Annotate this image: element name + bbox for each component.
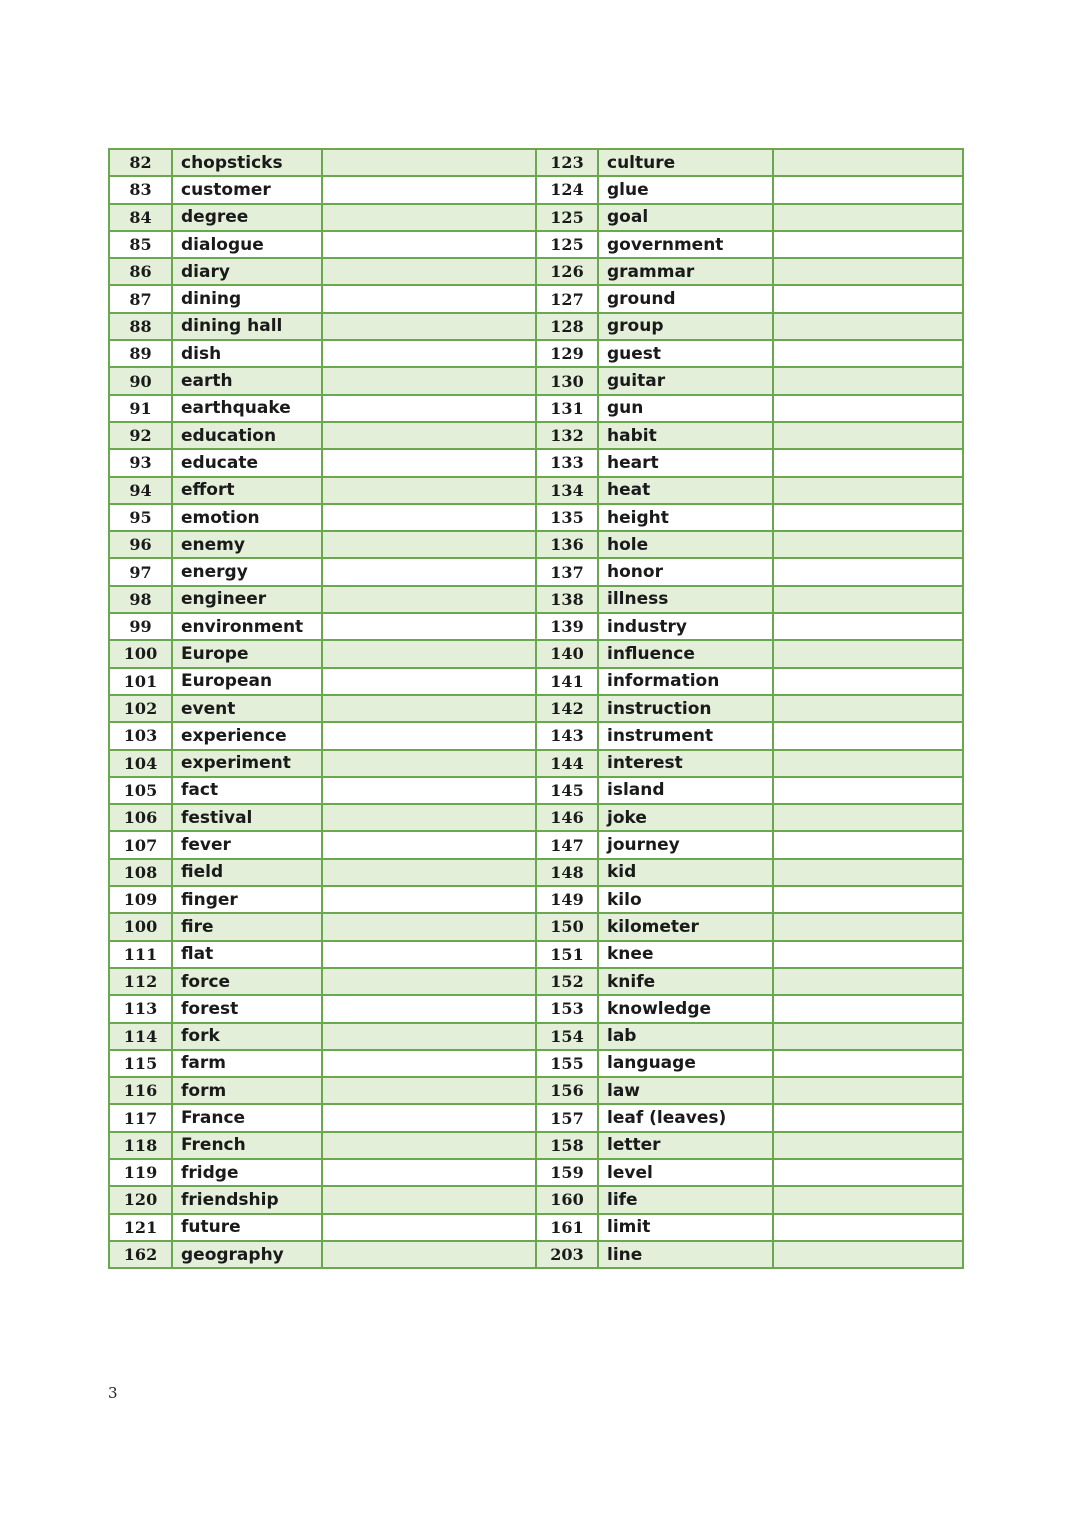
- answer-cell[interactable]: [322, 504, 536, 531]
- entry-number: 100: [109, 640, 172, 667]
- entry-word: glue: [598, 176, 773, 203]
- answer-cell[interactable]: [773, 804, 963, 831]
- entry-number: 159: [536, 1159, 598, 1186]
- entry-number: 132: [536, 422, 598, 449]
- answer-cell[interactable]: [322, 913, 536, 940]
- table-row: [109, 367, 963, 394]
- entry-number: 98: [109, 586, 172, 613]
- entry-word: experiment: [172, 750, 322, 777]
- answer-cell[interactable]: [322, 968, 536, 995]
- answer-cell[interactable]: [773, 1186, 963, 1213]
- table-row: [109, 504, 963, 531]
- entry-word: industry: [598, 613, 773, 640]
- entry-word: dish: [172, 340, 322, 367]
- answer-cell[interactable]: [322, 1214, 536, 1241]
- table-row: [109, 422, 963, 449]
- answer-cell[interactable]: [773, 422, 963, 449]
- entry-word: lab: [598, 1023, 773, 1050]
- table-row: [109, 1159, 963, 1186]
- answer-cell[interactable]: [322, 1104, 536, 1131]
- table-row: [109, 258, 963, 285]
- table-row: [109, 750, 963, 777]
- page-number: 3: [108, 1384, 118, 1402]
- entry-word: fridge: [172, 1159, 322, 1186]
- answer-cell[interactable]: [773, 367, 963, 394]
- entry-number: 92: [109, 422, 172, 449]
- entry-word: limit: [598, 1214, 773, 1241]
- entry-number: 139: [536, 613, 598, 640]
- answer-cell[interactable]: [773, 504, 963, 531]
- table-row: [109, 1104, 963, 1131]
- entry-number: 124: [536, 176, 598, 203]
- table-row: [109, 1241, 963, 1268]
- entry-word: influence: [598, 640, 773, 667]
- entry-word: ground: [598, 285, 773, 312]
- entry-word: line: [598, 1241, 773, 1268]
- entry-number: 82: [109, 149, 172, 176]
- entry-number: 112: [109, 968, 172, 995]
- entry-number: 138: [536, 586, 598, 613]
- entry-number: 111: [109, 941, 172, 968]
- entry-number: 108: [109, 859, 172, 886]
- answer-cell[interactable]: [322, 1050, 536, 1077]
- answer-cell[interactable]: [322, 804, 536, 831]
- entry-number: 137: [536, 558, 598, 585]
- answer-cell[interactable]: [322, 340, 536, 367]
- answer-cell[interactable]: [322, 395, 536, 422]
- entry-word: Europe: [172, 640, 322, 667]
- entry-number: 140: [536, 640, 598, 667]
- entry-number: 157: [536, 1104, 598, 1131]
- entry-word: engineer: [172, 586, 322, 613]
- answer-cell[interactable]: [322, 695, 536, 722]
- answer-cell[interactable]: [773, 886, 963, 913]
- entry-number: 96: [109, 531, 172, 558]
- answer-cell[interactable]: [773, 913, 963, 940]
- table-row: [109, 1214, 963, 1241]
- entry-word: heart: [598, 449, 773, 476]
- answer-cell[interactable]: [322, 886, 536, 913]
- entry-word: degree: [172, 204, 322, 231]
- answer-cell[interactable]: [773, 777, 963, 804]
- entry-number: 135: [536, 504, 598, 531]
- table-row: [109, 1077, 963, 1104]
- entry-word: instrument: [598, 722, 773, 749]
- entry-number: 86: [109, 258, 172, 285]
- entry-word: height: [598, 504, 773, 531]
- answer-cell[interactable]: [773, 340, 963, 367]
- answer-cell[interactable]: [322, 204, 536, 231]
- entry-word: geography: [172, 1241, 322, 1268]
- entry-number: 128: [536, 313, 598, 340]
- answer-cell[interactable]: [773, 531, 963, 558]
- entry-word: energy: [172, 558, 322, 585]
- table-row: [109, 313, 963, 340]
- answer-cell[interactable]: [322, 1023, 536, 1050]
- entry-word: illness: [598, 586, 773, 613]
- entry-number: 144: [536, 750, 598, 777]
- answer-cell[interactable]: [773, 313, 963, 340]
- entry-word: knee: [598, 941, 773, 968]
- entry-number: 118: [109, 1132, 172, 1159]
- answer-cell[interactable]: [322, 722, 536, 749]
- entry-word: fact: [172, 777, 322, 804]
- answer-cell[interactable]: [773, 1214, 963, 1241]
- entry-word: France: [172, 1104, 322, 1131]
- entry-number: 146: [536, 804, 598, 831]
- entry-word: language: [598, 1050, 773, 1077]
- entry-word: habit: [598, 422, 773, 449]
- entry-number: 120: [109, 1186, 172, 1213]
- answer-cell[interactable]: [322, 613, 536, 640]
- table-row: [109, 941, 963, 968]
- entry-word: culture: [598, 149, 773, 176]
- entry-word: field: [172, 859, 322, 886]
- table-row: [109, 613, 963, 640]
- entry-number: 125: [536, 231, 598, 258]
- table-row: [109, 968, 963, 995]
- entry-number: 156: [536, 1077, 598, 1104]
- entry-word: effort: [172, 477, 322, 504]
- entry-number: 119: [109, 1159, 172, 1186]
- entry-word: level: [598, 1159, 773, 1186]
- entry-word: island: [598, 777, 773, 804]
- answer-cell[interactable]: [322, 558, 536, 585]
- answer-cell[interactable]: [322, 777, 536, 804]
- entry-word: leaf (leaves): [598, 1104, 773, 1131]
- answer-cell[interactable]: [322, 995, 536, 1022]
- entry-number: 150: [536, 913, 598, 940]
- entry-number: 162: [109, 1241, 172, 1268]
- entry-word: European: [172, 668, 322, 695]
- table-row: [109, 449, 963, 476]
- answer-cell[interactable]: [773, 231, 963, 258]
- table-row: [109, 477, 963, 504]
- answer-cell[interactable]: [773, 1050, 963, 1077]
- entry-word: chopsticks: [172, 149, 322, 176]
- entry-word: dining hall: [172, 313, 322, 340]
- entry-number: 106: [109, 804, 172, 831]
- answer-cell[interactable]: [773, 558, 963, 585]
- entry-number: 158: [536, 1132, 598, 1159]
- table-row: [109, 695, 963, 722]
- entry-word: force: [172, 968, 322, 995]
- answer-cell[interactable]: [322, 640, 536, 667]
- entry-number: 114: [109, 1023, 172, 1050]
- entry-number: 153: [536, 995, 598, 1022]
- entry-number: 143: [536, 722, 598, 749]
- table-row: [109, 231, 963, 258]
- table-row: [109, 149, 963, 176]
- answer-cell[interactable]: [773, 968, 963, 995]
- answer-cell[interactable]: [773, 859, 963, 886]
- answer-cell[interactable]: [322, 367, 536, 394]
- entry-word: diary: [172, 258, 322, 285]
- entry-word: knowledge: [598, 995, 773, 1022]
- answer-cell[interactable]: [773, 750, 963, 777]
- entry-number: 88: [109, 313, 172, 340]
- entry-number: 90: [109, 367, 172, 394]
- answer-cell[interactable]: [773, 586, 963, 613]
- entry-word: guitar: [598, 367, 773, 394]
- answer-cell[interactable]: [773, 695, 963, 722]
- answer-cell[interactable]: [322, 477, 536, 504]
- entry-word: hole: [598, 531, 773, 558]
- entry-number: 134: [536, 477, 598, 504]
- answer-cell[interactable]: [773, 258, 963, 285]
- entry-word: fever: [172, 831, 322, 858]
- answer-cell[interactable]: [322, 941, 536, 968]
- entry-word: group: [598, 313, 773, 340]
- entry-number: 89: [109, 340, 172, 367]
- answer-cell[interactable]: [773, 449, 963, 476]
- entry-word: dialogue: [172, 231, 322, 258]
- answer-cell[interactable]: [773, 1023, 963, 1050]
- answer-cell[interactable]: [773, 149, 963, 176]
- entry-number: 101: [109, 668, 172, 695]
- answer-cell[interactable]: [773, 831, 963, 858]
- answer-cell[interactable]: [322, 1077, 536, 1104]
- answer-cell[interactable]: [322, 149, 536, 176]
- table-row: [109, 340, 963, 367]
- table-row: [109, 1050, 963, 1077]
- entry-number: 116: [109, 1077, 172, 1104]
- entry-word: kilometer: [598, 913, 773, 940]
- entry-number: 123: [536, 149, 598, 176]
- answer-cell[interactable]: [322, 231, 536, 258]
- entry-number: 147: [536, 831, 598, 858]
- entry-word: joke: [598, 804, 773, 831]
- entry-number: 107: [109, 831, 172, 858]
- entry-word: emotion: [172, 504, 322, 531]
- vocabulary-table-body: [109, 149, 963, 1268]
- answer-cell[interactable]: [773, 285, 963, 312]
- entry-word: friendship: [172, 1186, 322, 1213]
- entry-number: 129: [536, 340, 598, 367]
- entry-word: dining: [172, 285, 322, 312]
- answer-cell[interactable]: [322, 258, 536, 285]
- answer-cell[interactable]: [773, 722, 963, 749]
- entry-word: heat: [598, 477, 773, 504]
- vocabulary-table: [108, 148, 964, 1269]
- entry-word: finger: [172, 886, 322, 913]
- answer-cell[interactable]: [322, 449, 536, 476]
- answer-cell[interactable]: [773, 613, 963, 640]
- entry-word: instruction: [598, 695, 773, 722]
- table-row: [109, 395, 963, 422]
- entry-number: 109: [109, 886, 172, 913]
- entry-number: 130: [536, 367, 598, 394]
- table-row: [109, 995, 963, 1022]
- entry-word: gun: [598, 395, 773, 422]
- entry-word: guest: [598, 340, 773, 367]
- entry-number: 104: [109, 750, 172, 777]
- entry-number: 105: [109, 777, 172, 804]
- answer-cell[interactable]: [322, 859, 536, 886]
- answer-cell[interactable]: [322, 176, 536, 203]
- answer-cell[interactable]: [773, 668, 963, 695]
- entry-number: 149: [536, 886, 598, 913]
- answer-cell[interactable]: [773, 204, 963, 231]
- answer-cell[interactable]: [773, 176, 963, 203]
- answer-cell[interactable]: [322, 531, 536, 558]
- answer-cell[interactable]: [322, 586, 536, 613]
- entry-number: 93: [109, 449, 172, 476]
- entry-number: 136: [536, 531, 598, 558]
- entry-number: 154: [536, 1023, 598, 1050]
- table-row: [109, 1132, 963, 1159]
- entry-word: farm: [172, 1050, 322, 1077]
- entry-number: 84: [109, 204, 172, 231]
- entry-word: event: [172, 695, 322, 722]
- entry-number: 155: [536, 1050, 598, 1077]
- entry-number: 152: [536, 968, 598, 995]
- entry-number: 102: [109, 695, 172, 722]
- entry-word: experience: [172, 722, 322, 749]
- entry-number: 94: [109, 477, 172, 504]
- entry-word: interest: [598, 750, 773, 777]
- entry-word: kid: [598, 859, 773, 886]
- entry-number: 113: [109, 995, 172, 1022]
- answer-cell[interactable]: [773, 1104, 963, 1131]
- entry-number: 87: [109, 285, 172, 312]
- entry-number: 160: [536, 1186, 598, 1213]
- entry-number: 161: [536, 1214, 598, 1241]
- entry-number: 203: [536, 1241, 598, 1268]
- entry-word: educate: [172, 449, 322, 476]
- entry-number: 151: [536, 941, 598, 968]
- entry-number: 121: [109, 1214, 172, 1241]
- entry-word: kilo: [598, 886, 773, 913]
- table-row: [109, 285, 963, 312]
- entry-word: grammar: [598, 258, 773, 285]
- table-row: [109, 1023, 963, 1050]
- answer-cell[interactable]: [773, 640, 963, 667]
- table-row: [109, 804, 963, 831]
- answer-cell[interactable]: [322, 1159, 536, 1186]
- entry-number: 85: [109, 231, 172, 258]
- table-row: [109, 176, 963, 203]
- entry-word: fork: [172, 1023, 322, 1050]
- table-row: [109, 204, 963, 231]
- answer-cell[interactable]: [322, 285, 536, 312]
- answer-cell[interactable]: [322, 422, 536, 449]
- entry-word: forest: [172, 995, 322, 1022]
- entry-word: education: [172, 422, 322, 449]
- table-row: [109, 913, 963, 940]
- entry-number: 115: [109, 1050, 172, 1077]
- table-row: [109, 859, 963, 886]
- entry-number: 148: [536, 859, 598, 886]
- entry-number: 91: [109, 395, 172, 422]
- entry-word: law: [598, 1077, 773, 1104]
- table-row: [109, 886, 963, 913]
- entry-word: journey: [598, 831, 773, 858]
- table-row: [109, 777, 963, 804]
- entry-number: 83: [109, 176, 172, 203]
- entry-word: information: [598, 668, 773, 695]
- entry-number: 125: [536, 204, 598, 231]
- answer-cell[interactable]: [322, 750, 536, 777]
- table-row: [109, 640, 963, 667]
- entry-word: fire: [172, 913, 322, 940]
- entry-word: French: [172, 1132, 322, 1159]
- entry-number: 97: [109, 558, 172, 585]
- answer-cell[interactable]: [773, 1241, 963, 1268]
- answer-cell[interactable]: [773, 1159, 963, 1186]
- answer-cell[interactable]: [322, 1241, 536, 1268]
- table-row: [109, 531, 963, 558]
- entry-word: future: [172, 1214, 322, 1241]
- entry-word: government: [598, 231, 773, 258]
- entry-number: 133: [536, 449, 598, 476]
- entry-word: environment: [172, 613, 322, 640]
- answer-cell[interactable]: [773, 1077, 963, 1104]
- table-row: [109, 558, 963, 585]
- table-row: [109, 586, 963, 613]
- entry-number: 117: [109, 1104, 172, 1131]
- entry-word: earthquake: [172, 395, 322, 422]
- answer-cell[interactable]: [322, 1132, 536, 1159]
- answer-cell[interactable]: [773, 1132, 963, 1159]
- table-row: [109, 722, 963, 749]
- answer-cell[interactable]: [773, 395, 963, 422]
- answer-cell[interactable]: [322, 831, 536, 858]
- entry-word: letter: [598, 1132, 773, 1159]
- entry-number: 145: [536, 777, 598, 804]
- entry-number: 127: [536, 285, 598, 312]
- entry-word: earth: [172, 367, 322, 394]
- answer-cell[interactable]: [773, 941, 963, 968]
- entry-number: 95: [109, 504, 172, 531]
- entry-word: customer: [172, 176, 322, 203]
- answer-cell[interactable]: [773, 477, 963, 504]
- table-row: [109, 668, 963, 695]
- entry-word: knife: [598, 968, 773, 995]
- entry-word: life: [598, 1186, 773, 1213]
- entry-word: form: [172, 1077, 322, 1104]
- answer-cell[interactable]: [773, 995, 963, 1022]
- entry-number: 99: [109, 613, 172, 640]
- entry-word: honor: [598, 558, 773, 585]
- entry-word: festival: [172, 804, 322, 831]
- entry-word: flat: [172, 941, 322, 968]
- entry-number: 103: [109, 722, 172, 749]
- table-row: [109, 1186, 963, 1213]
- entry-word: enemy: [172, 531, 322, 558]
- answer-cell[interactable]: [322, 668, 536, 695]
- answer-cell[interactable]: [322, 1186, 536, 1213]
- entry-number: 131: [536, 395, 598, 422]
- entry-number: 142: [536, 695, 598, 722]
- answer-cell[interactable]: [322, 313, 536, 340]
- entry-number: 141: [536, 668, 598, 695]
- entry-number: 126: [536, 258, 598, 285]
- entry-number: 100: [109, 913, 172, 940]
- entry-word: goal: [598, 204, 773, 231]
- table-row: [109, 831, 963, 858]
